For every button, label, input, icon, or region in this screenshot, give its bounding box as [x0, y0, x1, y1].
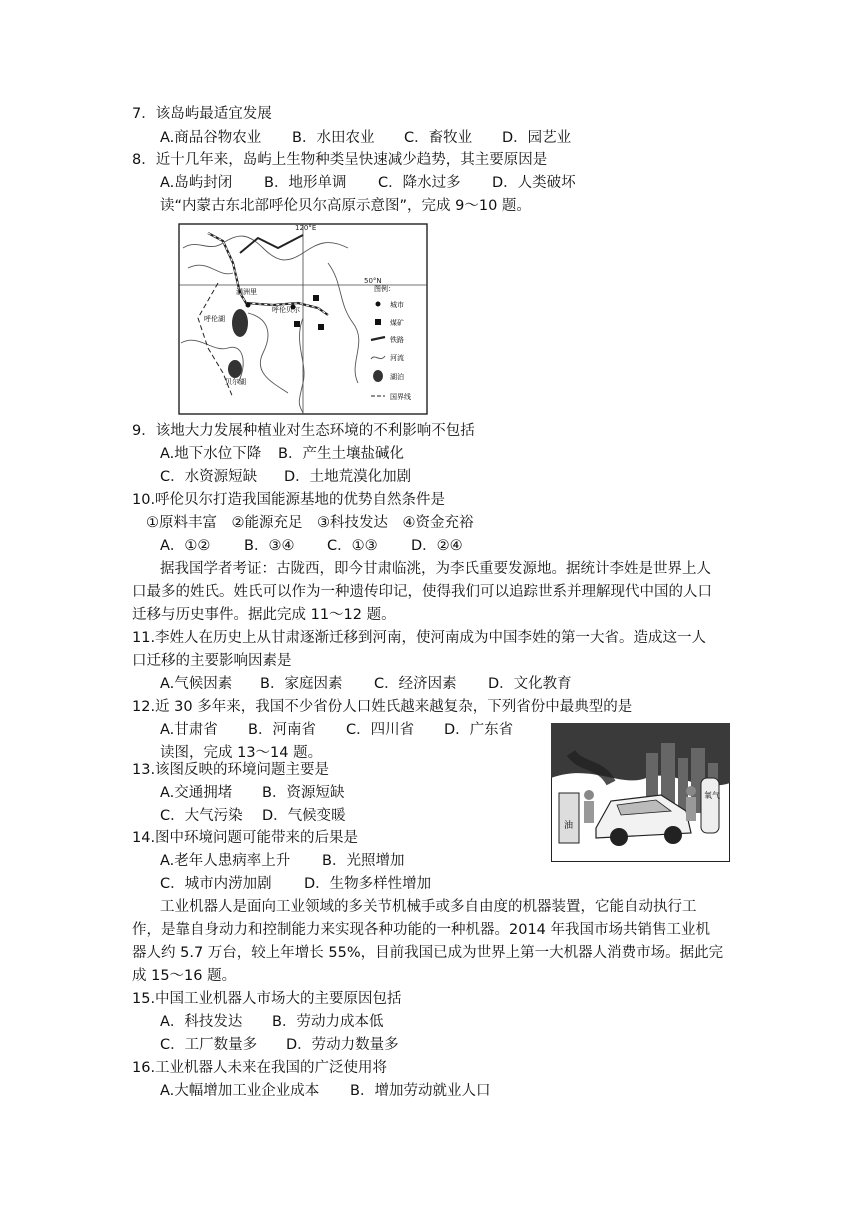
- question-12-options: [160, 720, 513, 740]
- question-14-options-row1: [160, 851, 404, 871]
- question-7-options: [160, 128, 571, 148]
- sign-oil: 油: [564, 821, 574, 831]
- question-9-options-row2: [160, 467, 411, 487]
- option-c: C．四川省: [346, 722, 415, 738]
- legend-border: 国界线: [390, 393, 411, 401]
- question-15-options-row1: [160, 1012, 383, 1032]
- question-12-stem: 12.近 30 多年来，我国不少省份人口姓氏越来越复杂，下列省份中最典型的是: [132, 699, 633, 715]
- option-c: C．畜牧业: [404, 130, 473, 146]
- intro-15-16-line2: 作，是靠自身动力和控制能力来实现各种功能的一种机器。2014 年我国市场共销售工业机: [132, 922, 711, 938]
- option-b: B．光照增加: [322, 853, 405, 869]
- intro-11-12-line1: 据我国学者考证：古陇西，即今甘肃临洮，为李氏重要发源地。据统计李姓是世界上人: [160, 561, 711, 577]
- question-10-items: ①原料丰富 ②能源充足 ③科技发达 ④资金充裕: [146, 515, 474, 531]
- pollution-cartoon: [551, 723, 730, 862]
- option-b: B．河南省: [248, 722, 316, 738]
- option-b: B．家庭因素: [260, 676, 343, 692]
- question-14-options-row2: [160, 874, 431, 894]
- option-c: C．降水过多: [378, 175, 461, 191]
- option-b: B．水田农业: [292, 130, 375, 146]
- legend-railway: 铁路: [390, 336, 404, 344]
- question-11-stem-line1: 11.李姓人在历史上从甘肃逐渐迁移到河南，使河南成为中国李姓的第一大省。造成这一人: [132, 630, 707, 646]
- option-a: A.甘肃省: [160, 722, 218, 738]
- question-16-options: [160, 1081, 490, 1101]
- legend-coal-symbol: [375, 319, 381, 325]
- option-c: C．经济因素: [374, 676, 457, 692]
- lat-label: 50°N: [364, 277, 382, 285]
- option-a: A.老年人患病率上升: [160, 853, 291, 869]
- question-9-options-row1: [160, 444, 404, 464]
- sign-gas: 氧气: [704, 791, 720, 800]
- option-d: D．广东省: [444, 722, 514, 738]
- question-13-stem: 13.该图反映的环境问题主要是: [132, 762, 330, 778]
- option-d: D．②④: [411, 538, 463, 554]
- question-16-stem: 16.工业机器人未来在我国的广泛使用将: [132, 1060, 388, 1076]
- person-left: [584, 790, 594, 800]
- person-right: [686, 786, 696, 796]
- question-15-stem: 15.中国工业机器人市场大的主要原因包括: [132, 991, 402, 1007]
- option-c: C．城市内涝加剧: [160, 876, 272, 892]
- label-hailar: 呼伦贝尔: [272, 306, 300, 314]
- option-b: B．③④: [244, 538, 295, 554]
- question-13-options-row2: [160, 806, 346, 826]
- legend-title: 图例：: [374, 285, 395, 293]
- question-7-stem: 7．该岛屿最适宜发展: [132, 106, 272, 122]
- option-c: C．大气污染: [160, 808, 243, 824]
- lon-label: 120°E: [295, 224, 317, 232]
- intro-15-16-line4: 成 15～16 题。: [132, 968, 237, 984]
- label-hulunlake: 呼伦湖: [204, 315, 225, 323]
- legend-river: 河流: [390, 354, 404, 362]
- person-left-body: [584, 801, 594, 823]
- legend-lake: 湖泊: [390, 373, 404, 381]
- lake-beier: [228, 360, 242, 378]
- question-10-stem: 10.呼伦贝尔打造我国能源基地的优势自然条件是: [132, 492, 446, 508]
- option-a: A.气候因素: [160, 676, 233, 692]
- option-d: D．文化教育: [488, 676, 572, 692]
- option-a: A.商品谷物农业: [160, 130, 262, 146]
- question-14-stem: 14.图中环境问题可能带来的后果是: [132, 830, 359, 846]
- option-b: B．增加劳动就业人口: [350, 1083, 491, 1099]
- wheel-left: [610, 828, 628, 846]
- option-b: B．地形单调: [264, 175, 347, 191]
- option-d: D．园艺业: [502, 130, 572, 146]
- option-b: B．产生土壤盐碱化: [278, 446, 404, 462]
- intro-11-12-line2: 口最多的姓氏。姓氏可以作为一种遗传印记，使得我们可以追踪世系并理解现代中国的人口: [132, 584, 712, 600]
- oxygen-tank: [701, 778, 719, 833]
- option-d: D．人类破坏: [492, 175, 576, 191]
- hulunbuir-map: [178, 223, 428, 415]
- option-d: D．劳动力数量多: [286, 1037, 399, 1053]
- label-beierlake: 贝尔湖: [225, 378, 246, 386]
- question-8-options: [160, 173, 576, 193]
- option-c: C．工厂数量多: [160, 1037, 258, 1053]
- coal-mine-3: [318, 324, 324, 330]
- question-15-options-row2: [160, 1035, 399, 1055]
- intro-11-12-line3: 迁移与历史事件。据此完成 11～12 题。: [132, 607, 396, 623]
- option-a: A.交通拥堵: [160, 785, 233, 801]
- person-right-body: [686, 797, 696, 821]
- option-b: B．劳动力成本低: [272, 1014, 384, 1030]
- option-d: D．气候变暖: [262, 808, 346, 824]
- legend-lake-symbol: [373, 370, 383, 382]
- city-manzhouli: [246, 303, 251, 308]
- intro-15-16-line3: 器人约 5.7 万台，较上年增长 55%，目前我国已成为世界上第一大机器人消费市场。据此完: [132, 945, 724, 961]
- question-13-options-row1: [160, 783, 344, 803]
- intro-15-16-line1: 工业机器人是面向工业领域的多关节机械手或多自由度的机器装置，它能自动执行工: [160, 899, 697, 915]
- legend-city-symbol: [376, 302, 381, 307]
- option-a: A．①②: [160, 538, 211, 554]
- option-b: B．资源短缺: [262, 785, 345, 801]
- option-c: C．水资源短缺: [160, 469, 258, 485]
- question-9-stem: 9．该地大力发展种植业对生态环境的不利影响不包括: [132, 423, 475, 439]
- question-11-options: [160, 674, 572, 694]
- coal-mine-2: [294, 321, 300, 327]
- option-d: D．生物多样性增加: [304, 876, 432, 892]
- option-a: A.地下水位下降: [160, 446, 262, 462]
- question-10-options: [160, 536, 463, 556]
- lake-hulun: [232, 309, 248, 337]
- question-11-stem-line2: 口迁移的主要影响因素是: [132, 653, 292, 669]
- intro-13-14: 读图，完成 13～14 题。: [160, 745, 323, 761]
- wheel-right: [664, 826, 682, 844]
- intro-9-10: 读“内蒙古东北部呼伦贝尔高原示意图”，完成 9～10 题。: [160, 198, 531, 214]
- gas-pump: [559, 793, 579, 843]
- option-d: D．土地荒漠化加剧: [284, 469, 412, 485]
- legend-coal: 煤矿: [390, 319, 404, 327]
- option-c: C．①③: [327, 538, 378, 554]
- option-a: A．科技发达: [160, 1014, 243, 1030]
- option-a: A.岛屿封闭: [160, 175, 233, 191]
- legend-city: 城市: [390, 301, 404, 309]
- question-8-stem: 8．近十几年来，岛屿上生物种类呈快速减少趋势，其主要原因是: [132, 152, 548, 168]
- option-a: A.大幅增加工业企业成本: [160, 1083, 320, 1099]
- label-manzhouli: 满洲里: [236, 288, 257, 296]
- coal-mine-1: [313, 295, 319, 301]
